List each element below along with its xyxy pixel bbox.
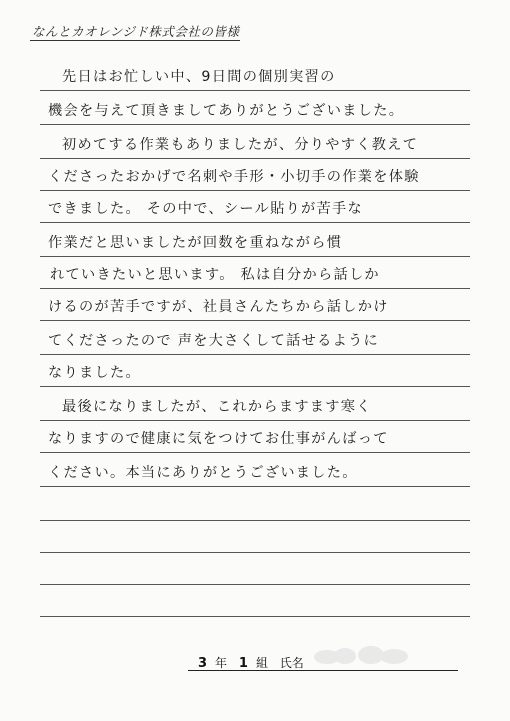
body-line: 先日はお忙しい中、9日間の個別実習の: [62, 69, 336, 85]
ruled-line: [40, 616, 470, 617]
ruled-line: [40, 90, 470, 91]
redacted-name: [314, 646, 410, 666]
body-line: 最後になりましたが、これからますます寒く: [62, 399, 372, 415]
body-line: けるのが苦手ですが、社員さんたちから話しかけ: [48, 299, 389, 315]
ruled-line: [40, 158, 470, 159]
grade-label: 年: [215, 656, 228, 670]
body-line: ください。本当にありがとうございました。: [48, 465, 358, 481]
ruled-line: [40, 354, 470, 355]
ruled-line: [40, 288, 470, 289]
ruled-line: [40, 124, 470, 125]
grade-value: 3: [198, 656, 208, 671]
body-line: くださったおかげで名刺や手形・小切手の作業を体験: [48, 169, 420, 185]
ruled-line: [40, 452, 470, 453]
class-value: 1: [238, 656, 248, 671]
body-line: 機会を与えて頂きましてありがとうございました。: [48, 103, 405, 119]
body-line: てくださったので 声を大さくして話せるように: [48, 333, 380, 349]
recipient-header: なんとカオレンジド株式会社の皆様: [32, 24, 240, 39]
body-line: できました。 その中で、シール貼りが苦手な: [48, 201, 363, 217]
ruled-line: [40, 386, 470, 387]
body-line: なりますので健康に気をつけてお仕事がんばって: [48, 431, 389, 447]
body-line: 作業だと思いましたが回数を重ねながら慣: [48, 235, 343, 251]
ruled-line: [40, 584, 470, 585]
ruled-line: [40, 320, 470, 321]
ruled-line: [40, 222, 470, 223]
ruled-line: [40, 552, 470, 553]
body-line: 初めてする作業もありましたが、分りやすく教えて: [62, 137, 419, 153]
ruled-line: [40, 520, 470, 521]
ruled-line: [40, 420, 470, 421]
body-line: なりました。: [48, 365, 141, 381]
signature-block: [198, 654, 312, 671]
class-label: 組: [255, 656, 268, 670]
body-line: れていきたいと思います。 私は自分から話しか: [50, 267, 380, 283]
signature-underline: [188, 670, 458, 671]
ruled-line: [40, 486, 470, 487]
name-label: 氏名: [279, 656, 304, 670]
ruled-line: [40, 190, 470, 191]
ruled-line: [40, 256, 470, 257]
